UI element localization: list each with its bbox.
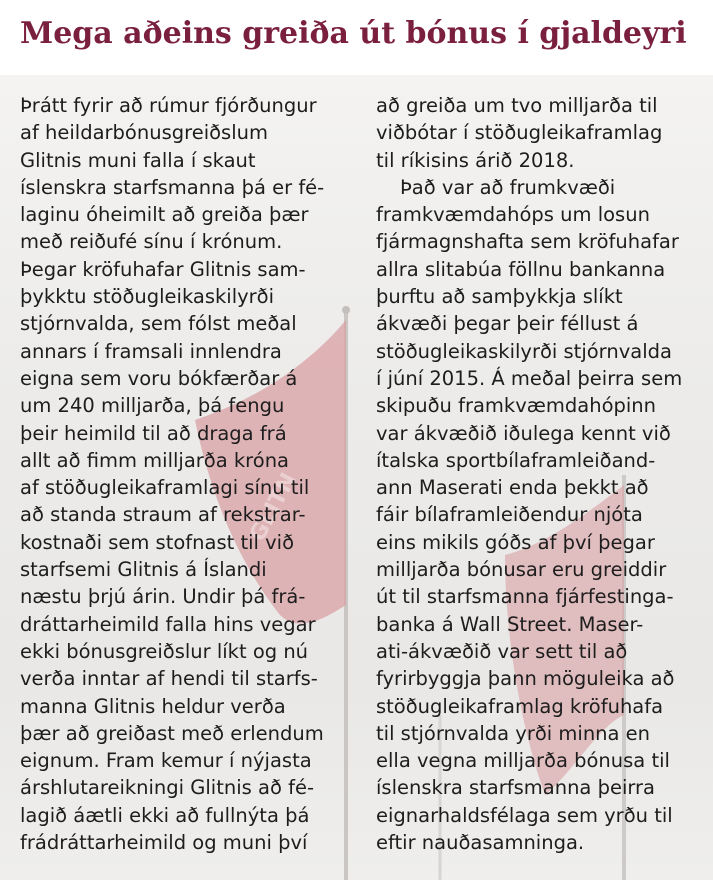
article-text-line: viðbótar í stöðugleikaframlag xyxy=(376,121,663,145)
article-text-line: eignarhaldsfélaga sem yrðu til xyxy=(376,803,673,827)
article-text-line: íslenskra starfsmanna þá er fé- xyxy=(20,175,325,199)
article-text-line: skipuðu framkvæmdahópinn xyxy=(376,394,657,418)
article-text-line: lagið áætli ekki að fullnýta þá xyxy=(20,803,310,827)
article-text-line: Þrátt fyrir að rúmur fjórðungur xyxy=(20,94,317,117)
article-text-line: til ríkisins árið 2018. xyxy=(376,148,575,172)
article-text-line: að greiða um tvo milljarða til xyxy=(376,94,658,117)
article-text-line: Það var að frumkvæði xyxy=(400,175,616,199)
article-text-line: fjármagnshafta sem kröfuhafar xyxy=(376,230,679,254)
article-text-line: árshlutareikningi Glitnis að fé- xyxy=(20,776,314,800)
article-text-line: kostnaði sem stofnast til við xyxy=(20,530,295,554)
article-text-line: ella vegna milljarða bónusa til xyxy=(376,749,670,773)
article-text-line: út til starfsmanna fjárfestinga- xyxy=(376,585,674,609)
article-text-line: þeir heimild til að draga frá xyxy=(20,421,287,445)
article-text-line: þær að greiðast með erlendum xyxy=(20,721,324,745)
article-text-line: þurftu að samþykkja slíkt xyxy=(376,285,623,309)
article-text-line: allra slitabúa föllnu bankanna xyxy=(376,257,666,281)
article-text-line: verða inntar af hendi til starfs- xyxy=(20,667,318,691)
article-text-line: ekki bónusgreiðslur líkt og nú xyxy=(20,639,309,663)
article-text-line: af heildarbónusgreiðslum xyxy=(20,121,268,145)
article-text-line: í júní 2015. Á meðal þeirra sem xyxy=(376,366,683,390)
article-text-line: frádráttarheimild og muni því xyxy=(20,831,308,855)
article-text-line: stöðugleikaframlag kröfuhafa xyxy=(376,694,664,718)
article-text-line: allt að fimm milljarða króna xyxy=(20,448,290,472)
article-text-line: með reiðufé sínu í krónum. xyxy=(20,230,283,254)
article-text-line: eigna sem voru bókfærðar á xyxy=(20,366,298,390)
article-column-left xyxy=(20,92,365,856)
article-text-line: þykktu stöðugleikaskilyrði xyxy=(20,285,275,309)
article-text-line: næstu þrjú árin. Undir þá frá- xyxy=(20,585,306,609)
article-text-line: um 240 milljarða, þá fengu xyxy=(20,394,285,418)
article-text-line: af stöðugleikaframlagi sínu til xyxy=(20,476,310,500)
article-text-line: ati-ákvæðið var sett til að xyxy=(376,639,628,663)
article-text-line: stöðugleikaskilyrði stjórnvalda xyxy=(376,339,672,363)
article-text-line: milljarða bónusar eru greiddir xyxy=(376,558,667,582)
article-text-line: fáir bílaframleiðendur njóta xyxy=(376,503,643,527)
article-text-line: laginu óheimilt að greiða þær xyxy=(20,203,309,227)
flag-left-text: GLITN xyxy=(245,469,302,546)
article-text-line: ítalska sportbílaframleiðand- xyxy=(376,448,656,472)
article-text-line: eins mikils góðs af því þegar xyxy=(376,530,655,554)
article-text-line: stjórnvalda, sem fólst meðal xyxy=(20,312,297,336)
article-text-line: framkvæmdahóps um losun xyxy=(376,203,650,227)
article-text-line: manna Glitnis heldur verða xyxy=(20,694,286,718)
article-text-line: banka á Wall Street. Maser- xyxy=(376,612,644,636)
article-text-line: starfsemi Glitnis á Íslandi xyxy=(20,558,267,582)
article-text-line: til stjórnvalda yrði minna en xyxy=(376,721,651,745)
article-text-line: ákvæði þegar þeir féllust á xyxy=(376,312,639,336)
article-text-line: ann Maserati enda þekkt að xyxy=(376,476,649,500)
article-text-line: dráttarheimild falla hins vegar xyxy=(20,612,316,636)
article-headline: Mega aðeins greiða út bónus í gjaldeyri xyxy=(20,16,687,51)
article-text-line: eftir nauðasamninga. xyxy=(376,831,585,855)
article-text-line: að standa straum af rekstrar- xyxy=(20,503,306,527)
article-column-right xyxy=(376,92,706,856)
article-text-line: Þegar kröfuhafar Glitnis sam- xyxy=(20,257,306,281)
article-text-line: annars í framsali innlendra xyxy=(20,339,282,363)
article-text-line: íslenskra starfsmanna þeirra xyxy=(376,776,656,800)
article-text-line: var ákvæðið iðulega kennt við xyxy=(376,421,671,445)
article-text-line: Glitnis muni falla í skaut xyxy=(20,148,256,172)
article-text-line: eignum. Fram kemur í nýjasta xyxy=(20,749,312,773)
article-text-line: fyrirbyggja þann möguleika að xyxy=(376,667,675,691)
